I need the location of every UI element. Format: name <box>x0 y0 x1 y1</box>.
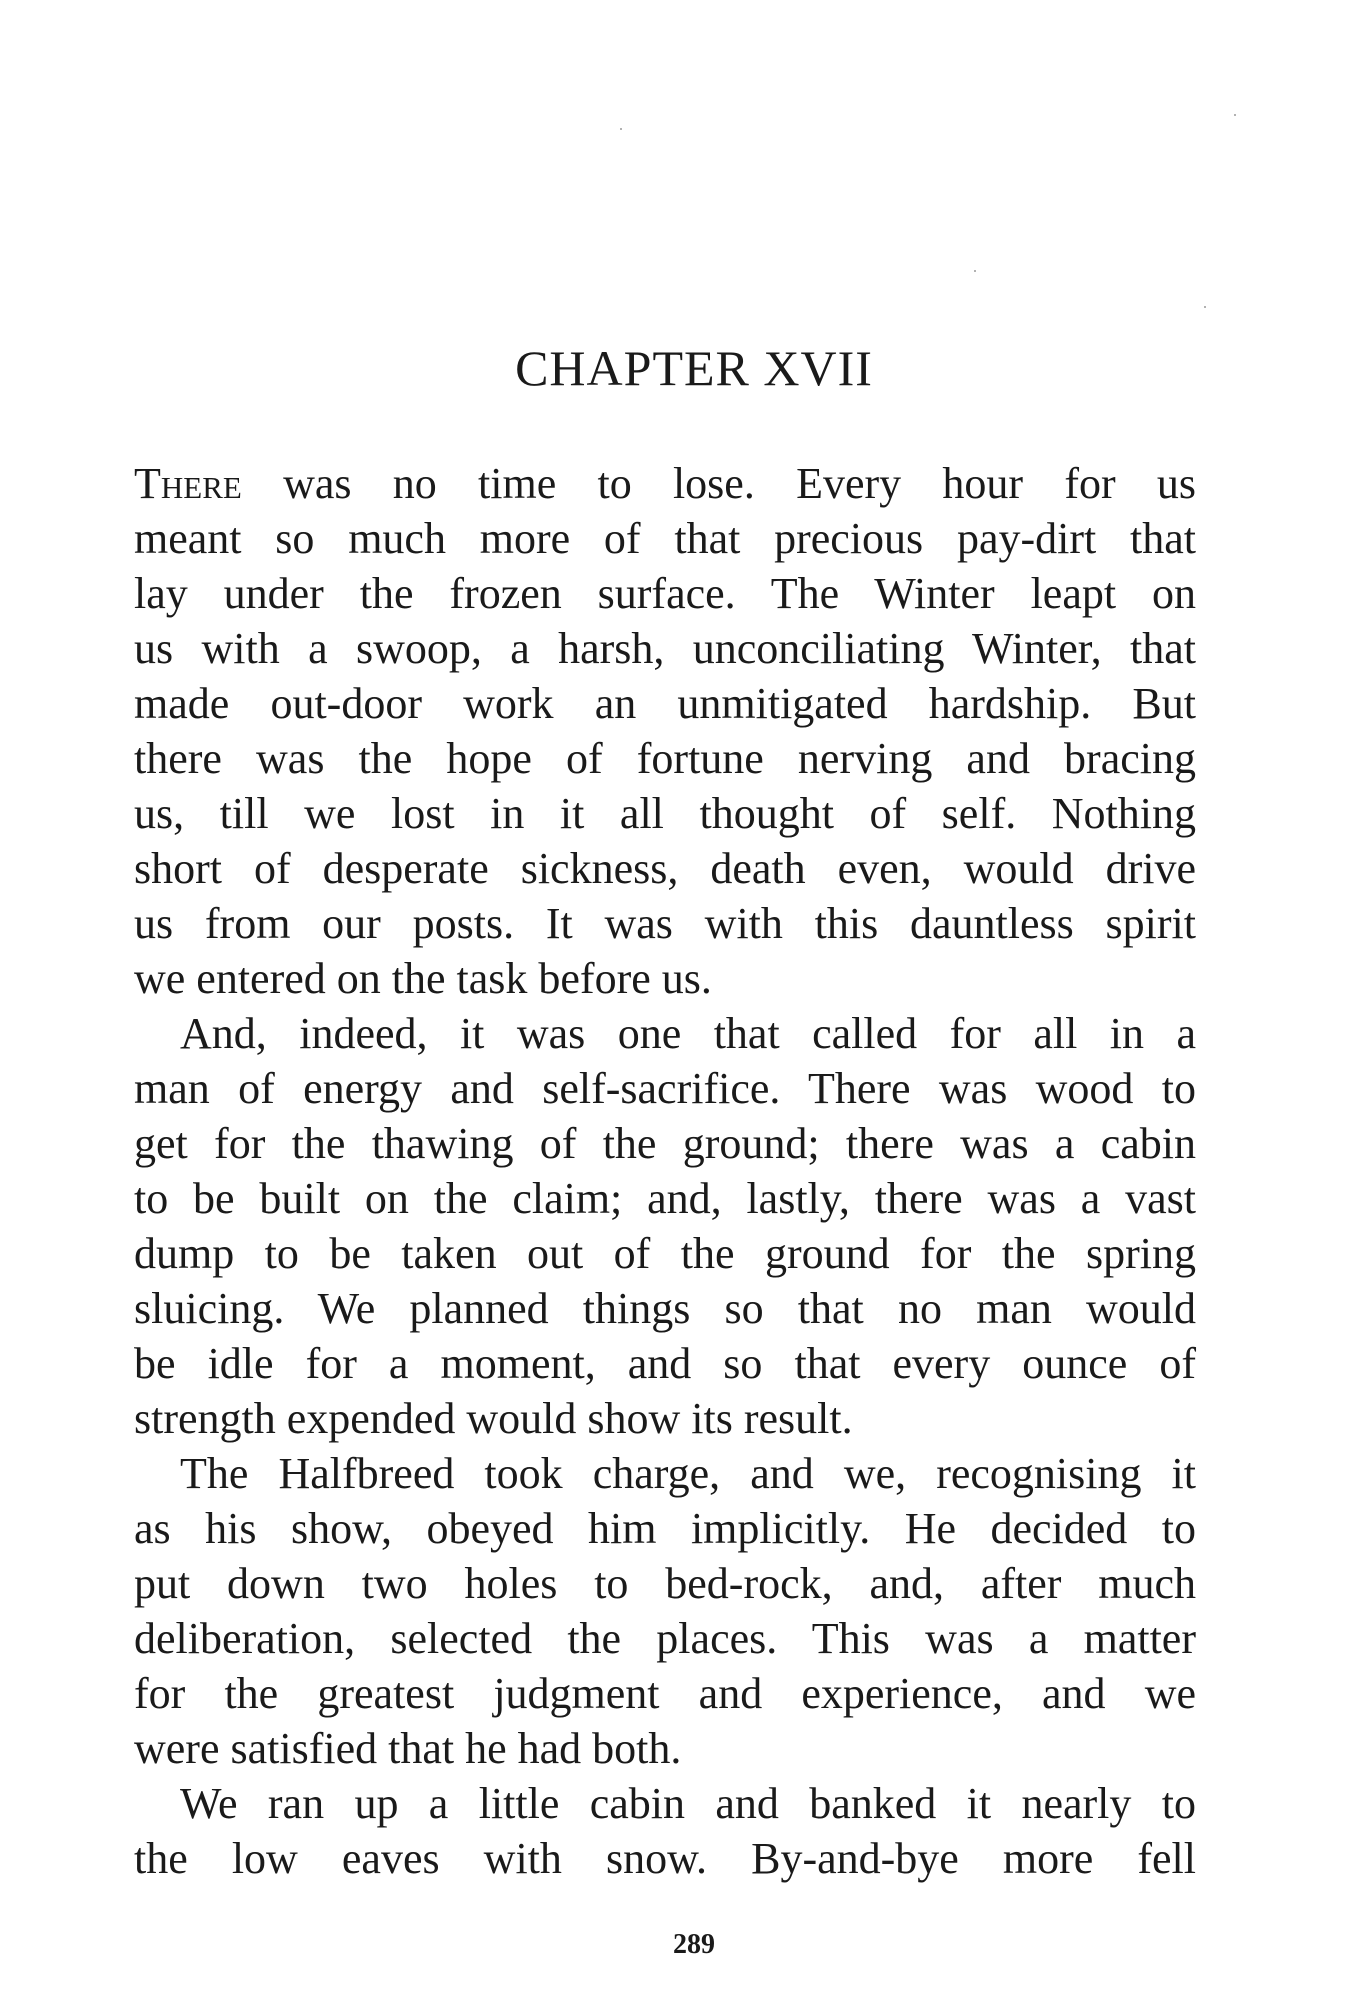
text-line: dump to be taken out of the ground for the spring <box>134 1229 1196 1278</box>
text-line: the low eaves with snow. By-and-bye more fell <box>134 1834 1196 1883</box>
paper-speck <box>1234 114 1236 116</box>
text-line: us from our posts. It was with this dauntless spirit <box>134 899 1196 948</box>
text-line: lay under the frozen surface. The Winter leapt on <box>134 569 1196 618</box>
text-line <box>134 456 1196 511</box>
text-line: us, till we lost in it all thought of self. Nothing <box>134 789 1196 838</box>
page-number: 289 <box>673 1929 715 1960</box>
text-line: for the greatest judgment and experience, and we <box>134 1669 1196 1718</box>
text-line: us with a swoop, a harsh, unconciliating Winter, that <box>134 624 1196 673</box>
text-line: And, indeed, it was one that called for all in a <box>180 1009 1196 1058</box>
chapter-title: CHAPTER XVII <box>515 340 873 396</box>
text-line: put down two holes to bed-rock, and, after much <box>134 1559 1196 1608</box>
paper-speck <box>974 270 976 272</box>
text-line: man of energy and self-sacrifice. There was wood to <box>134 1064 1196 1113</box>
text-line: meant so much more of that precious pay-dirt that <box>134 514 1196 563</box>
text-line: The Halfbreed took charge, and we, recognising it <box>180 1449 1196 1498</box>
body-text <box>134 456 1196 1886</box>
text-line: deliberation, selected the places. This was a matter <box>134 1614 1196 1663</box>
text-line: get for the thawing of the ground; there was a cabin <box>134 1119 1196 1168</box>
text-line: as his show, obeyed him implicitly. He decided to <box>134 1504 1196 1553</box>
paper-speck <box>620 128 622 130</box>
paragraph-4 <box>134 1776 1196 1886</box>
text-line: to be built on the claim; and, lastly, there was a vast <box>134 1174 1196 1223</box>
paragraph-2 <box>134 1006 1196 1446</box>
text-line: be idle for a moment, and so that every ounce of <box>134 1339 1196 1388</box>
text-line: short of desperate sickness, death even, would drive <box>134 844 1196 893</box>
text-line: made out-door work an unmitigated hardship. But <box>134 679 1196 728</box>
text-line: strength expended would show its result. <box>134 1394 853 1443</box>
text-line: there was the hope of fortune nerving and bracing <box>134 734 1196 783</box>
paper-speck <box>1204 306 1206 308</box>
text-line: We ran up a little cabin and banked it nearly to <box>180 1779 1196 1828</box>
paragraph-3 <box>134 1446 1196 1776</box>
text-line: we entered on the task before us. <box>134 954 712 1003</box>
paragraph-1 <box>134 456 1196 1006</box>
text-line: were satisfied that he had both. <box>134 1724 682 1773</box>
text-line-rest: was no time to lose. Every hour for us <box>241 459 1196 508</box>
text-line: sluicing. We planned things so that no man would <box>134 1284 1196 1333</box>
smallcaps-lead-word: There <box>134 459 242 508</box>
